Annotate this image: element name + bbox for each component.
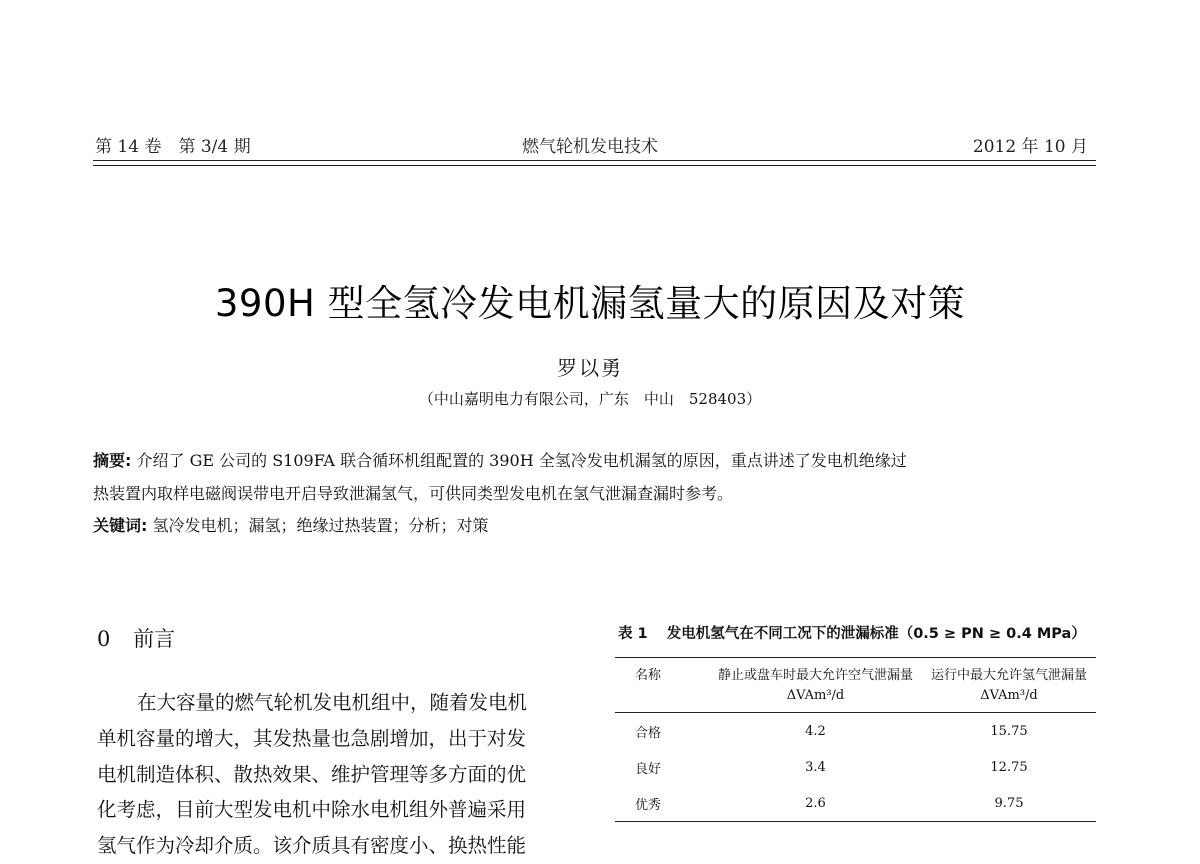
cell-static: 4.2	[805, 723, 826, 739]
table-caption-text: 发电机氢气在不同工况下的泄漏标准（0.5 ≥ PN ≥ 0.4 MPa）	[666, 626, 1086, 642]
cell-static: 2.6	[709, 785, 922, 822]
cell-running: 12.75	[990, 759, 1028, 775]
col-header-running-leak: 运行中最大允许氢气泄漏量 ΔVAm³/d	[922, 658, 1096, 713]
abstract-line-2: 热装置内取样电磁阀误带电开启导致泄漏氢气，可供同类型发电机在氢气泄漏查漏时参考。	[93, 484, 734, 503]
body-line: 电机制造体积、散热效果、维护管理等多方面的优	[97, 762, 527, 786]
keywords-label: 关键词:	[93, 516, 148, 535]
keywords-line	[93, 510, 1098, 542]
cell-name: 合格	[635, 725, 662, 741]
table-number: 表 1	[618, 626, 648, 642]
section-title: 前言	[133, 627, 176, 651]
abstract-label: 摘要:	[93, 451, 132, 470]
header-volume: 第 14 卷 第 3/4 期	[95, 137, 251, 157]
header-journal: 燃气轮机发电技术	[522, 137, 658, 157]
table-row	[615, 785, 1096, 822]
paper-title: 390H 型全氢冷发电机漏氢量大的原因及对策	[214, 281, 966, 325]
body-paragraph	[97, 685, 587, 864]
leakage-standard-table	[615, 657, 1096, 822]
author-name: 罗以勇	[557, 356, 623, 380]
author-affiliation: （中山嘉明电力有限公司，广东 中山 528403）	[418, 390, 762, 408]
table-caption	[618, 622, 1108, 643]
section-number: 0	[97, 627, 111, 651]
header-rule-thick	[93, 160, 1096, 161]
table-header-row	[615, 658, 1096, 713]
cell-name: 优秀	[615, 785, 709, 822]
body-line: 单机容量的增大，其发热量也急剧增加，出于对发	[97, 726, 527, 750]
cell-name: 良好	[635, 761, 662, 777]
body-line: 在大容量的燃气轮机发电机组中，随着发电机	[137, 691, 528, 714]
cell-running: 9.75	[922, 785, 1096, 822]
keywords-text: 氢冷发电机；漏氢；绝缘过热装置；分析；对策	[152, 516, 489, 535]
col-header-name: 名称	[615, 658, 709, 713]
section-heading	[97, 623, 175, 653]
table-row	[615, 713, 1096, 750]
abstract-text-1: 介绍了 GE 公司的 S109FA 联合循环机组配置的 390H 全氢冷发电机漏氢的原因，重点讲述了发电机绝缘过	[136, 451, 907, 470]
cell-static: 3.4	[805, 759, 826, 775]
col-header-static-leak: 静止或盘车时最大允许空气泄漏量 ΔVAm³/d	[709, 658, 922, 713]
header-date: 2012 年 10 月	[972, 137, 1088, 157]
body-line: 化考虑，目前大型发电机中除水电机组外普遍采用	[97, 798, 527, 822]
header-rule-thin	[93, 165, 1096, 166]
body-line: 氢气作为冷却介质。该介质具有密度小、换热性能	[97, 834, 527, 858]
table-row	[615, 749, 1096, 785]
abstract-line-1	[93, 445, 1098, 477]
cell-running: 15.75	[990, 723, 1028, 739]
